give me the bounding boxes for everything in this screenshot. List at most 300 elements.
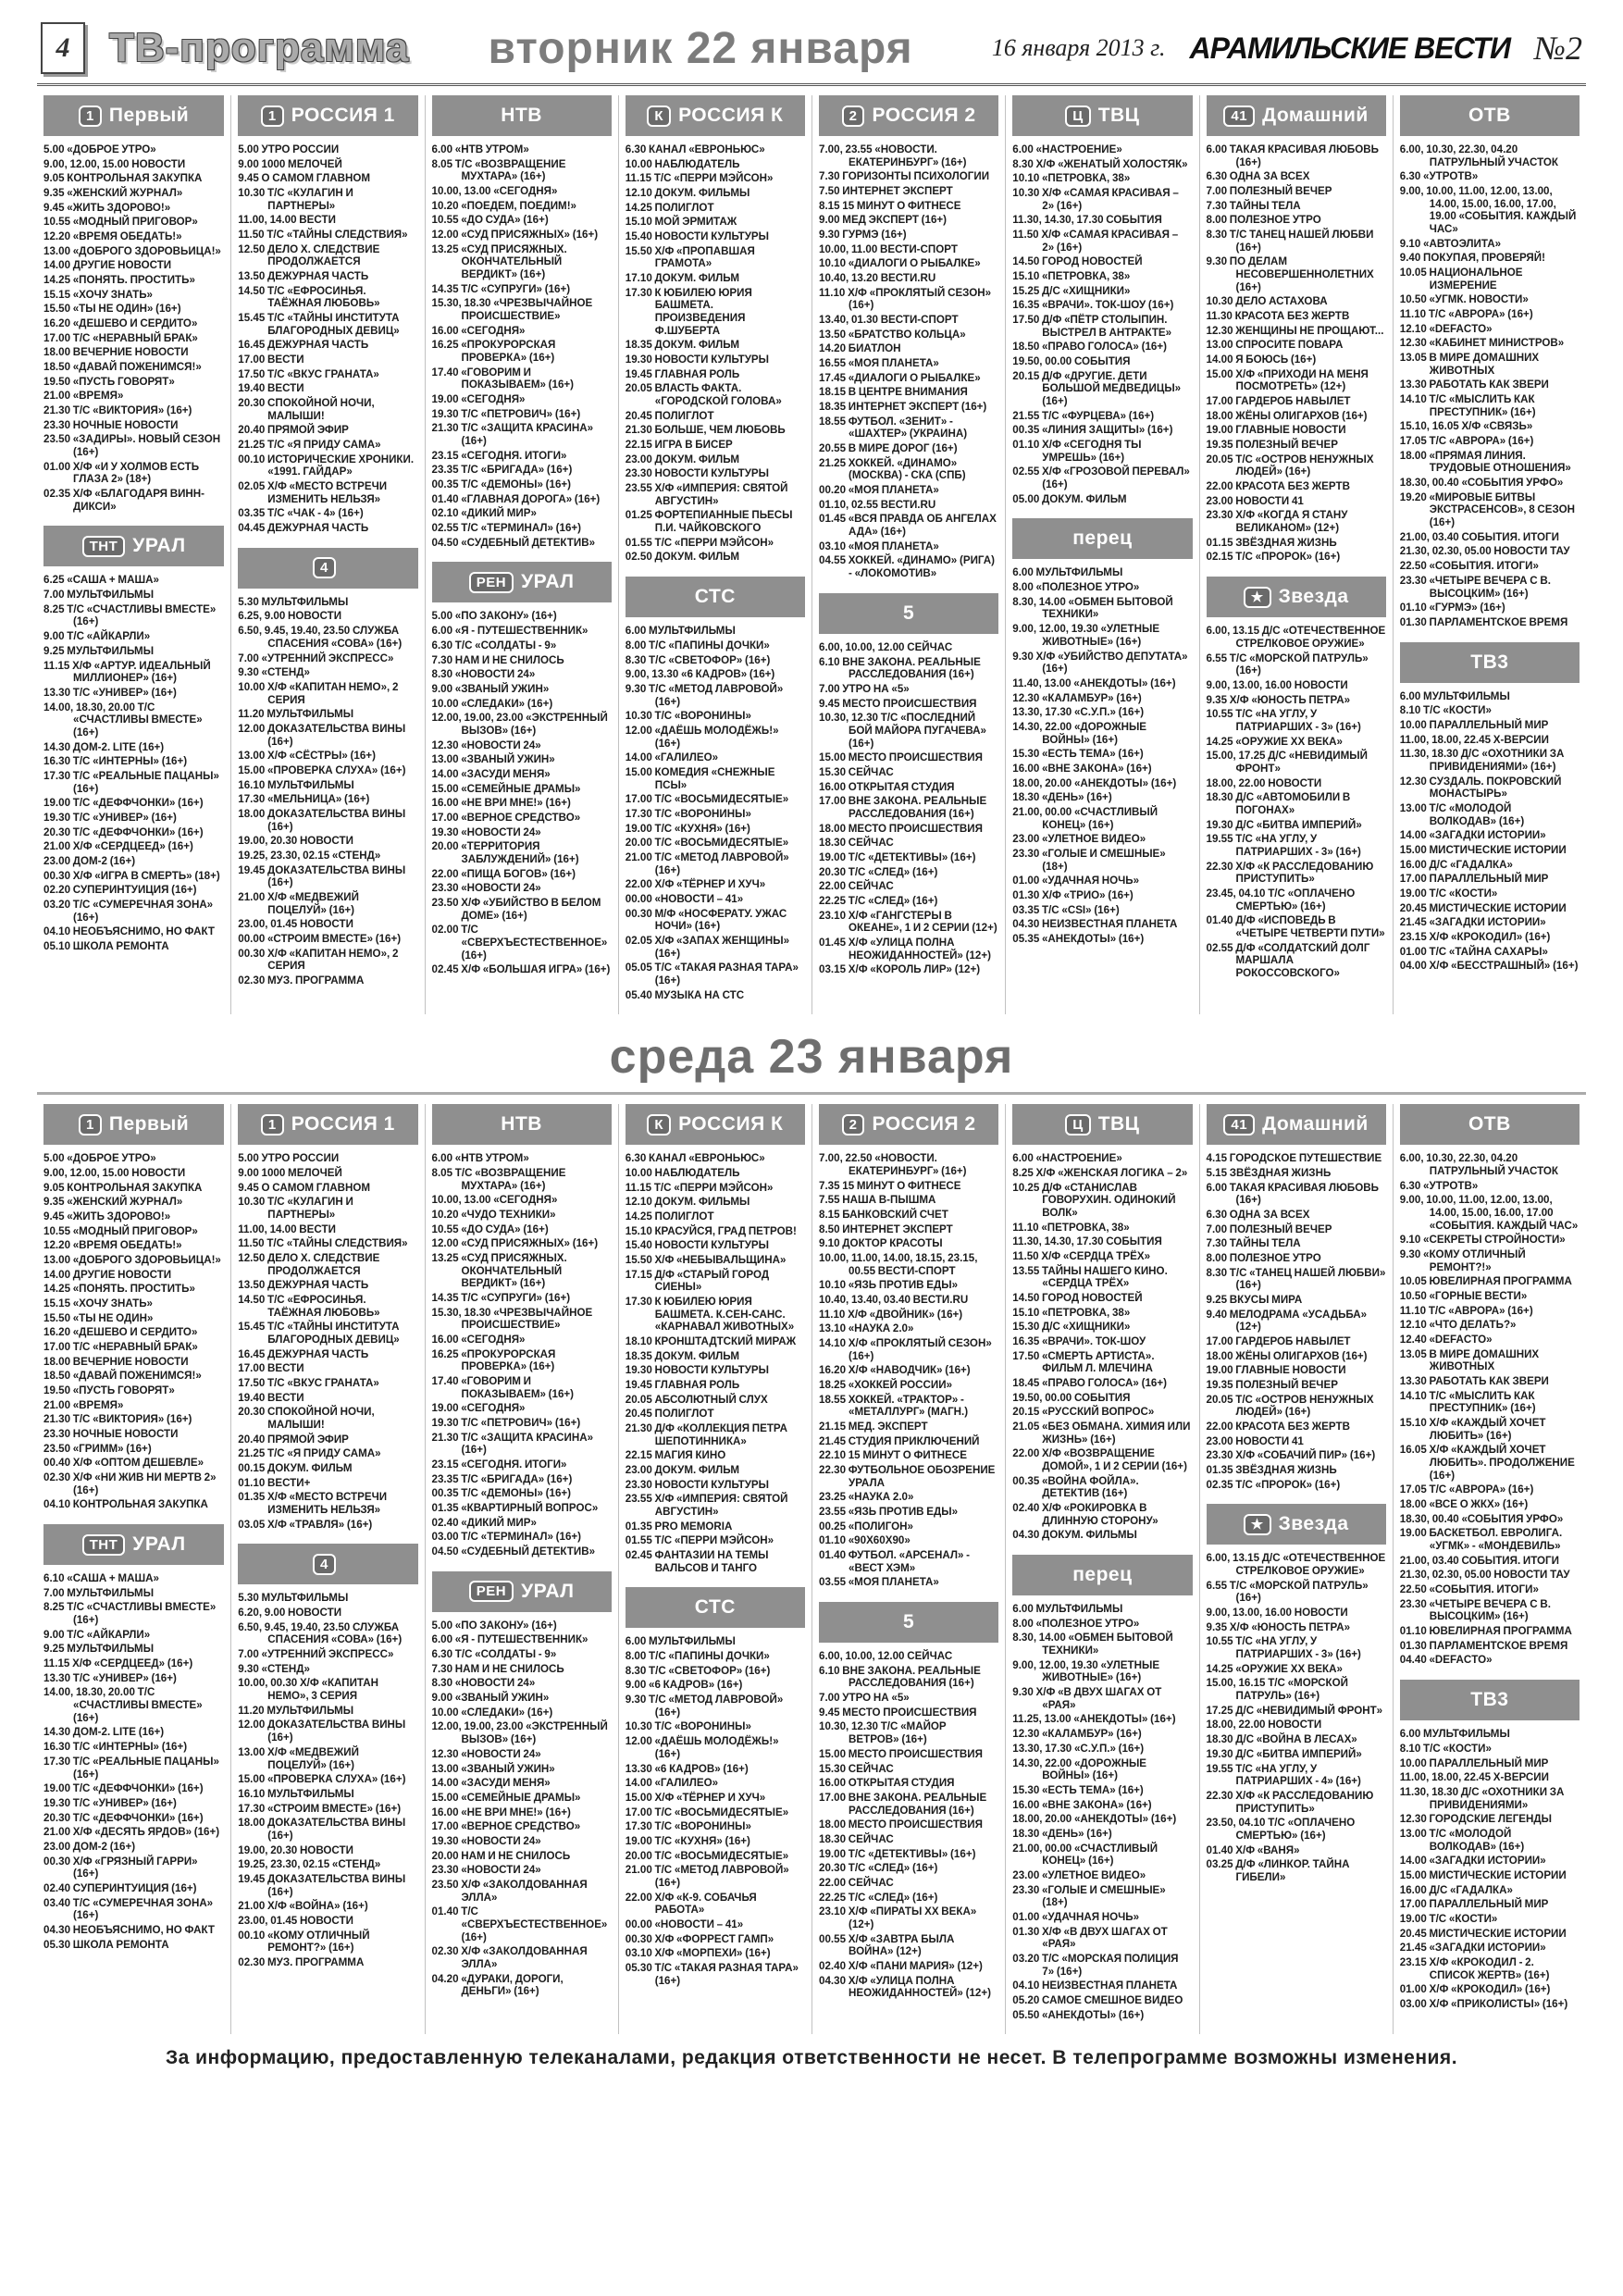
program-line: 01.10, 02.55 ВЕСТИ.RU [819, 498, 936, 511]
program-line: 11.50 Т/С «ТАЙНЫ СЛЕДСТВИЯ» [238, 1237, 408, 1250]
program-line: 23.15 «СЕГОДНЯ. ИТОГИ» [431, 449, 567, 462]
channel-logo: 1 [79, 1114, 102, 1136]
program-line: 18.00 «ВСЕ О ЖКХ» (16+) [1399, 1498, 1529, 1511]
program-line: 10.00 Х/Ф «КАПИТАН НЕМО», 2 СЕРИЯ [238, 680, 399, 706]
program-line: 7.00 УТРО НА «5» [819, 682, 910, 695]
program-line: 19.30 НОВОСТИ КУЛЬТУРЫ [625, 1364, 770, 1377]
program-line: 23.50 Х/Ф «ЗАКОЛДОВАННАЯ ЭЛЛА» [431, 1878, 588, 1904]
program-line: 9.30 «СТЕНД» [238, 1662, 310, 1675]
channel-header [432, 562, 612, 602]
program-line: 15.10 «ПЕТРОВКА, 38» [1012, 1306, 1131, 1319]
program-line: 8.30 Т/С ТАНЕЦ НАШЕЙ ЛЮБВИ (16+) [1206, 229, 1374, 254]
program-line: 15.25 Д/С «ХИЩНИКИ» [1012, 284, 1131, 297]
program-line: 10.00, 11.00, 14.00, 18.15, 23.15, 00.55 ВЕСТИ-СПОРТ [819, 1252, 978, 1277]
channel-column [37, 1104, 230, 2034]
channel-column [1199, 95, 1393, 1014]
channel-block [1207, 577, 1386, 981]
program-line: 20.30 Т/С «ДЕФФЧОНКИ» (16+) [43, 825, 204, 838]
program-line: 7.00 ПОЛЕЗНЫЙ ВЕЧЕР [1206, 1222, 1332, 1235]
program-line: 6.00, 10.00, 12.00 СЕЙЧАС [819, 1650, 953, 1663]
channel-header [238, 1544, 417, 1584]
program-line: 23.45, 04.10 Т/С «ОПЛАЧЕНО СМЕРТЬЮ» (16+) [1206, 887, 1356, 912]
program-list [819, 1650, 998, 2000]
channel-block [819, 1104, 998, 1591]
channel-block [238, 548, 417, 989]
program-line: 00.30 Х/Ф «КАПИТАН НЕМО», 2 СЕРИЯ [238, 947, 399, 973]
channel-block [1012, 95, 1192, 507]
program-line: 12.30 «НОВОСТИ 24» [431, 738, 541, 751]
program-line: 18.00 ЖЁНЫ ОЛИГАРХОВ (16+) [1206, 409, 1368, 422]
program-line: 6.00 МУЛЬТФИЛЬМЫ [1399, 1728, 1510, 1741]
program-line: 22.10 15 МИНУТ О ФИТНЕСЕ [819, 1449, 967, 1462]
program-line: 16.10 МУЛЬТФИЛЬМЫ [238, 1787, 354, 1800]
program-line: 6.00 МУЛЬТФИЛЬМЫ [1012, 566, 1123, 579]
program-line: 23.30 «НОВОСТИ 24» [431, 1864, 541, 1877]
program-line: 22.30 Х/Ф «К РАССЛЕДОВАНИЮ ПРИСТУПИТЬ» [1206, 860, 1374, 886]
program-line: 23.55 Х/Ф «ИМПЕРИЯ: СВЯТОЙ АВГУСТИН» [625, 482, 788, 507]
program-line: 18.50 «ДАВАЙ ПОЖЕНИМСЯ!» [43, 361, 202, 374]
program-line: 20.45 ПОЛИГЛОТ [625, 1408, 714, 1421]
program-line: 11.15 Х/Ф «АРТУР. ИДЕАЛЬНЫЙ МИЛЛИОНЕР» (16+) [43, 659, 211, 685]
program-line: 20.30 Т/С «СЛЕД» (16+) [819, 865, 938, 878]
channel-logo: ★ [1244, 1514, 1271, 1535]
program-line: 18.30 Д/С «ВОЙНА В ЛЕСАХ» [1206, 1733, 1357, 1746]
program-line: 17.25 Д/С «НЕВИДИМЫЙ ФРОНТ» [1206, 1704, 1383, 1717]
program-line: 17.50 Т/С «ВКУС ГРАНАТА» [238, 367, 379, 380]
program-line: 01.00 «УДАЧНАЯ НОЧЬ» [1012, 1910, 1140, 1923]
program-line: 14.20 БИАТЛОН [819, 342, 901, 355]
program-line: 15.10 «ПЕТРОВКА, 38» [1012, 270, 1131, 283]
program-line: 02.35 Х/Ф «БЛАГОДАРЯ ВИНН-ДИКСИ» [43, 488, 205, 513]
program-line: 00.30 Х/Ф «ГРЯЗНЫЙ ГАРРИ» (16+) [43, 1855, 198, 1880]
program-line: 13.00 СПРОСИТЕ ПОВАРА [1206, 339, 1344, 352]
program-line: 15.30, 18.30 «ЧРЕЗВЫЧАЙНОЕ ПРОИСШЕСТВИЕ» [431, 297, 593, 323]
program-line: 10.30, 12.30 Т/С «ПОСЛЕДНИЙ БОЙ МАЙОРА ПУГАЧЕВА» (16+) [819, 712, 986, 750]
program-line: 6.00 ТАКАЯ КРАСИВАЯ ЛЮБОВЬ (16+) [1206, 1181, 1379, 1207]
program-line: 15.45 Т/С «ТАЙНЫ ИНСТИТУТА БЛАГОРОДНЫХ ДЕВИЦ» [238, 312, 400, 337]
channel-header [819, 1104, 998, 1145]
program-line: 11.10 Х/Ф «ДВОЙНИК» (16+) [819, 1308, 963, 1321]
program-line: 6.00 ТАКАЯ КРАСИВАЯ ЛЮБОВЬ (16+) [1206, 143, 1379, 168]
program-line: 22.00 Х/Ф «К-9. СОБАЧЬЯ РАБОТА» [625, 1891, 757, 1917]
program-line: 19.00 Т/С «ДЕТЕКТИВЫ» (16+) [819, 1847, 976, 1860]
program-line: 00.30 М/Ф «НОСФЕРАТУ. УЖАС НОЧИ» (16+) [625, 907, 787, 933]
program-line: 14.25 «ОРУЖИЕ XX ВЕКА» [1206, 1662, 1343, 1675]
channel-column [1393, 1104, 1586, 2034]
program-line: 8.00 Т/С «ПАПИНЫ ДОЧКИ» [625, 639, 770, 652]
program-line: 14.00 «ГАЛИЛЕО» [625, 1777, 719, 1790]
day-1-title: вторник 22 января [488, 23, 913, 73]
program-line: 9.30 «СТЕНД» [238, 666, 310, 679]
channel-block [1207, 95, 1386, 565]
program-line: 8.25 Т/С «СЧАСТЛИВЫ ВМЕСТЕ» (16+) [43, 602, 217, 628]
program-line: 18.15 В ЦЕНТРЕ ВНИМАНИЯ [819, 386, 968, 399]
program-line: 9.00, 13.30 «6 КАДРОВ» (16+) [625, 668, 775, 681]
program-line: 05.20 САМОЕ СМЕШНОЕ ВИДЕО [1012, 1993, 1183, 2006]
program-line: 19.30 Д/С «БИТВА ИМПЕРИЙ» [1206, 818, 1362, 831]
program-list [626, 1635, 805, 1987]
program-line: 13.30, 17.30 «С.У.П.» (16+) [1012, 706, 1145, 719]
program-line: 13.50 «БРАТСТВО КОЛЬЦА» [819, 328, 966, 341]
program-line: 9.45 «ЖИТЬ ЗДОРОВО!» [43, 201, 171, 214]
program-line: 16.20 Х/Ф «НАВОДЧИК» (16+) [819, 1364, 971, 1377]
program-line: 13.00 Т/С «МОЛОДОЙ ВОЛКОДАВ» (16+) [1399, 1827, 1525, 1853]
program-line: 19.30 Т/С «ПЕТРОВИЧ» (16+) [431, 1417, 581, 1430]
program-line: 14.00 «ЗАСУДИ МЕНЯ» [431, 767, 551, 780]
program-line: 02.10 «ДИКИЙ МИР» [431, 507, 537, 520]
program-line: 17.30 Т/С «ВОРОНИНЫ» [625, 1820, 751, 1833]
program-line: 20.00 Т/С «ВОСЬМИДЕСЯТЫЕ» [625, 837, 789, 850]
program-line: 00.35 Т/С «ДЕМОНЫ» (16+) [431, 478, 572, 491]
program-line: 6.00 МУЛЬТФИЛЬМЫ [1399, 689, 1510, 702]
channel-block [432, 562, 612, 977]
program-line: 19.55 Т/С «НА УГЛУ, У ПАТРИАРШИХ - 4» (16+) [1206, 1762, 1361, 1788]
program-line: 15.50 Х/Ф «ПРОПАВШАЯ ГРАМОТА» [625, 244, 755, 270]
program-line: 19.30 Т/С «УНИВЕР» (16+) [43, 811, 177, 824]
channel-block [1400, 95, 1580, 631]
program-line: 19.45 ДОКАЗАТЕЛЬСТВА ВИНЫ (16+) [238, 863, 406, 889]
program-line: 6.10 «САША + МАША» [43, 1572, 159, 1585]
channel-name-label: СТС [694, 1596, 736, 1619]
program-line: 11.30, 18.30 Д/С «ОХОТНИКИ ЗА ПРИВИДЕНИЯМИ» [1399, 1785, 1565, 1811]
program-line: 00.00 «НОВОСТИ – 41» [625, 892, 744, 905]
program-line: 18.00 ДОКАЗАТЕЛЬСТВА ВИНЫ (16+) [238, 807, 406, 833]
program-line: 20.45 МИСТИЧЕСКИЕ ИСТОРИИ [1399, 1927, 1567, 1940]
program-line: 23.30 «ГОЛЫЕ И СМЕШНЫЕ» (18+) [1012, 847, 1166, 873]
program-line: 13.00 «ЗВАНЫЙ УЖИН» [431, 753, 555, 766]
program-line: 19.50 «ПУСТЬ ГОВОРЯТ» [43, 375, 175, 388]
channel-name-label: ТВ3 [1470, 1689, 1509, 1711]
program-line: 17.30 «МЕЛЬНИЦА» (16+) [238, 793, 370, 806]
channel-name-label: Звезда [1278, 1513, 1349, 1535]
program-line: 13.30 «6 КАДРОВ» (16+) [625, 1762, 749, 1775]
program-line: 17.30 «СТРОИМ ВМЕСТЕ» (16+) [238, 1802, 402, 1815]
program-line: 04.30 Х/Ф «УЛИЦА ПОЛНА НЕОЖИДАННОСТЕЙ» (12+) [819, 1974, 991, 2000]
program-line: 20.55 В МИРЕ ДОРОГ (16+) [819, 442, 958, 455]
program-line: 14.00 «ГАЛИЛЕО» [625, 751, 719, 764]
program-line: 15.45 Т/С «ТАЙНЫ ИНСТИТУТА БЛАГОРОДНЫХ ДЕВИЦ» [238, 1321, 400, 1347]
program-line: 13.50 ДЕЖУРНАЯ ЧАСТЬ [238, 270, 369, 283]
channel-logo: РЕН [469, 1581, 514, 1602]
program-line: 15.00 МИСТИЧЕСКИЕ ИСТОРИИ [1399, 843, 1567, 856]
program-line: 17.00 ГАРДЕРОБ НАВЫЛЕТ [1206, 395, 1351, 408]
program-line: 14.30, 22.00 «ДОРОЖНЫЕ ВОЙНЫ» (16+) [1012, 720, 1147, 746]
program-line: 15.30 СЕЙЧАС [819, 765, 894, 778]
disclaimer-note: За информацию, предоставленную телеканалами, редакция ответственности не несет. В телепрограмме возможны изменения. [165, 2047, 1458, 2069]
program-line: 9.00, 12.00, 15.00 НОВОСТИ [43, 1166, 186, 1179]
program-line: 22.00 Х/Ф «ТЁРНЕР И ХУЧ» [625, 878, 766, 891]
program-line: 19.30 «НОВОСТИ 24» [431, 825, 541, 838]
program-line: 23.30 «ЧЕТЫРЕ ВЕЧЕРА С В. ВЫСОЦКИМ» (16+) [1399, 574, 1551, 600]
program-line: 14.50 Т/С «ЕФРОСИНЬЯ. ТАЁЖНАЯ ЛЮБОВЬ» [238, 284, 380, 310]
channel-header [1207, 577, 1386, 617]
program-line: 03.25 Д/Ф «ЛИНКОР. ТАЙНА ГИБЕЛИ» [1206, 1858, 1350, 1883]
program-line: 12.10 «DEFACTO» [1399, 322, 1493, 335]
channel-column [1005, 1104, 1198, 2034]
program-line: 9.30 Х/Ф «УБИЙСТВО ДЕПУТАТА» (16+) [1012, 650, 1188, 676]
program-line: 8.00 Т/С «ПАПИНЫ ДОЧКИ» [625, 1650, 770, 1663]
program-line: 03.20 Т/С «МОРСКАЯ ПОЛИЦИЯ 7» (16+) [1012, 1952, 1179, 1978]
program-list [238, 596, 417, 987]
program-line: 18.25 «ХОККЕЙ РОССИИ» [819, 1379, 953, 1392]
program-line: 5.00 «ДОБРОЕ УТРО» [43, 143, 156, 155]
channel-name-label: ТВЦ [1097, 105, 1140, 126]
program-line: 00.00 «НОВОСТИ – 41» [625, 1917, 744, 1930]
program-line: 14.50 ГОРОД НОВОСТЕЙ [1012, 255, 1143, 268]
program-list [432, 1620, 612, 1998]
program-line: 11.00, 18.00, 22.45 Х-ВЕРСИИ [1399, 1771, 1549, 1784]
channel-block [626, 577, 805, 1003]
program-line: 02.30 Х/Ф «ЗАКОЛДОВАННАЯ ЭЛЛА» [431, 1945, 588, 1970]
program-line: 18.35 ИНТЕРНЕТ ЭКСПЕРТ (16+) [819, 401, 987, 414]
program-line: 6.00, 13.15 Д/С «ОТЕЧЕСТВЕННОЕ СТРЕЛКОВОЕ ОРУЖИЕ» [1206, 1552, 1386, 1578]
program-list [819, 641, 998, 976]
channel-header [819, 95, 998, 136]
program-line: 9.10 ДОКТОР КРАСОТЫ [819, 1237, 943, 1250]
program-line: 5.30 МУЛЬТФИЛЬМЫ [238, 1592, 349, 1605]
program-list [43, 143, 224, 513]
program-list [626, 625, 805, 1001]
program-line: 12.10 «ЧТО ДЕЛАТЬ?» [1399, 1319, 1517, 1332]
channel-header [626, 577, 805, 617]
program-line: 18.30 «ДЕНЬ» (16+) [1012, 791, 1112, 804]
program-line: 22.00 КРАСОТА БЕЗ ЖЕРТВ [1206, 480, 1350, 493]
program-line: 9.10 «СЕКРЕТЫ СТРОЙНОСТИ» [1399, 1234, 1566, 1247]
program-line: 14.30 ДОМ-2. LITE (16+) [43, 740, 165, 753]
program-line: 9.30 «КОМУ ОТЛИЧНЫЙ РЕМОНТ?!» [1399, 1248, 1526, 1273]
program-line: 14.25 ПОЛИГЛОТ [625, 1210, 714, 1222]
program-line: 10.25 Д/Ф «СТАНИСЛАВ ГОВОРУХИН. ОДИНОКИЙ ВОЛК» [1012, 1181, 1176, 1219]
program-line: 9.00 Т/С «АЙКАРЛИ» [43, 630, 151, 643]
program-line: 8.00 ПОЛЕЗНОЕ УТРО [1206, 214, 1321, 227]
program-line: 03.15 Х/Ф «КОРОЛЬ ЛИР» (12+) [819, 963, 981, 976]
program-line: 8.30 «НОВОСТИ 24» [431, 1677, 536, 1690]
program-line: 16.00 «НЕ ВРИ МНЕ!» (16+) [431, 1806, 571, 1818]
program-line: 04.50 «СУДЕБНЫЙ ДЕТЕКТИВ» [431, 536, 596, 549]
program-line: 04.20 «ДУРАКИ, ДОРОГИ, ДЕНЬГИ» (16+) [431, 1972, 564, 1998]
program-line: 14.00, 18.30, 20.00 Т/С «СЧАСТЛИВЫ ВМЕСТЕ» (16+) [43, 1686, 203, 1724]
program-line: 10.55 Т/С «НА УГЛУ, У ПАТРИАРШИХ - 3» (16+) [1206, 1635, 1361, 1661]
program-line: 9.00 Т/С «АЙКАРЛИ» [43, 1628, 151, 1641]
program-list [238, 143, 417, 535]
program-line: 00.55 Х/Ф «ЗАВТРА БЫЛА ВОЙНА» (12+) [819, 1932, 955, 1958]
program-line: 21.00 Т/С «МЕТОД ЛАВРОВОЙ» (16+) [625, 850, 789, 876]
program-line: 16.00 «ВНЕ ЗАКОНА» (16+) [1012, 1798, 1152, 1811]
program-line: 9.10 «АВТОЭЛИТА» [1399, 237, 1502, 250]
channel-header [43, 1104, 224, 1145]
program-line: 11.50 Т/С «ТАЙНЫ СЛЕДСТВИЯ» [238, 229, 408, 242]
program-line: 20.05 Т/С «ОСТРОВ НЕНУЖНЫХ ЛЮДЕЙ» (16+) [1206, 1393, 1374, 1419]
program-line: 18.50 «ПРАВО ГОЛОСА» (16+) [1012, 341, 1167, 354]
channel-column [37, 95, 230, 1014]
program-line: 8.15 БАНКОВСКИЙ СЧЕТ [819, 1208, 948, 1221]
program-line: 21.00 Х/Ф «ДЕСЯТЬ ЯРДОВ» (16+) [43, 1826, 220, 1839]
program-line: 05.10 ШКОЛА РЕМОНТА [43, 939, 169, 952]
program-line: 21.25 Т/С «Я ПРИДУ САМА» [238, 439, 381, 452]
program-line: 01.10 ВЕСТИ+ [238, 1476, 311, 1489]
program-line: 01.30 Х/Ф «В ДВУХ ШАГАХ ОТ «РАЯ» [1012, 1925, 1168, 1951]
program-line: 14.35 Т/С «СУПРУГИ» (16+) [431, 282, 571, 295]
program-line: 6.20, 9.00 НОВОСТИ [238, 1607, 342, 1620]
program-line: 6.00, 10.30, 22.30, 04.20 ПАТРУЛЬНЫЙ УЧАСТОК [1399, 1152, 1558, 1177]
program-line: 19.30 Т/С «УНИВЕР» (16+) [43, 1796, 177, 1809]
program-line: 12.30 ЖЕНЩИНЫ НЕ ПРОЩАЮТ... [1206, 324, 1384, 337]
program-line: 04.50 «СУДЕБНЫЙ ДЕТЕКТИВ» [431, 1545, 596, 1558]
program-line: 11.10 Т/С «АВРОРА» (16+) [1399, 1304, 1533, 1317]
program-line: 22.30 Х/Ф «К РАССЛЕДОВАНИЮ ПРИСТУПИТЬ» [1206, 1789, 1374, 1815]
program-line: 8.00 «ПОЛЕЗНОЕ УТРО» [1012, 1617, 1140, 1630]
channel-header [1207, 1104, 1386, 1145]
program-line: 12.50 ДЕЛО Х. СЛЕДСТВИЕ ПРОДОЛЖАЕТСЯ [238, 1252, 380, 1277]
program-line: 17.00 Т/С «НЕРАВНЫЙ БРАК» [43, 1341, 198, 1354]
program-line: 14.50 ГОРОД НОВОСТЕЙ [1012, 1292, 1143, 1305]
issue-number: №2 [1534, 30, 1582, 67]
program-line: 19.00 БАСКЕТБОЛ. ЕВРОЛИГА. «УГМК» - «МОНДЕВИЛЬ» [1399, 1527, 1563, 1553]
program-line: 23.25 «НАУКА 2.0» [819, 1491, 914, 1504]
program-line: 5.00 «ПО ЗАКОНУ» (16+) [431, 610, 557, 623]
program-line: 6.00 «НТВ УТРОМ» [431, 143, 529, 155]
program-line: 12.30 ГОРОДСКИЕ ЛЕГЕНДЫ [1399, 1813, 1553, 1826]
program-line: 21.00 Х/Ф «ВОЙНА» (16+) [238, 1900, 368, 1913]
channel-block [1012, 518, 1192, 947]
program-line: 22.50 «СОБЫТИЯ. ИТОГИ» [1399, 560, 1539, 573]
program-line: 8.30, 14.00 «ОБМЕН БЫТОВОЙ ТЕХНИКИ» [1012, 1632, 1173, 1657]
program-list [1207, 1152, 1386, 1491]
program-line: 20.00 Т/С «ВОСЬМИДЕСЯТЫЕ» [625, 1849, 789, 1862]
program-line: 05.35 «АНЕКДОТЫ» (16+) [1012, 932, 1145, 945]
program-line: 21.30 Т/С «ВИКТОРИЯ» (16+) [43, 404, 192, 417]
program-line: 5.15 ЗВЁЗДНАЯ ЖИЗНЬ [1206, 1166, 1332, 1179]
program-line: 14.00, 18.30, 20.00 Т/С «СЧАСТЛИВЫ ВМЕСТЕ» (16+) [43, 701, 203, 738]
program-line: 02.30 Х/Ф «НИ ЖИВ НИ МЕРТВ 2» (16+) [43, 1471, 217, 1496]
program-line: 15.00, 17.25 Д/С «НЕВИДИМЫЙ ФРОНТ» [1206, 750, 1368, 775]
channel-name-label: Звезда [1278, 586, 1349, 608]
program-line: 19.35 ПОЛЕЗНЫЙ ВЕЧЕР [1206, 439, 1338, 452]
program-line: 12.00, 19.00, 23.00 «ЭКСТРЕННЫЙ ВЫЗОВ» (16+) [431, 712, 608, 737]
program-line: 12.40 «DEFACTO» [1399, 1334, 1493, 1347]
channel-header [432, 1571, 612, 1612]
program-line: 16.00 «СЕГОДНЯ» [431, 324, 526, 337]
channel-name-label: РОССИЯ К [678, 1113, 784, 1136]
program-line: 11.30, 18.30 Д/С «ОХОТНИКИ ЗА ПРИВИДЕНИЯМИ» (16+) [1399, 748, 1565, 773]
program-line: 6.30 Т/С «СОЛДАТЫ - 9» [431, 639, 557, 652]
channel-block [238, 1544, 417, 1970]
program-line: 7.30 НАМ И НЕ СНИЛОСЬ [431, 1662, 564, 1675]
program-line: 21.00 «ВРЕМЯ» [43, 1398, 124, 1411]
program-line: 21.30 Т/С «ЗАЩИТА КРАСИНА» (16+) [431, 1431, 594, 1457]
program-line: 6.30 КАНАЛ «ЕВРОНЬЮС» [625, 143, 765, 155]
program-line: 17.00 ВНЕ ЗАКОНА. РЕАЛЬНЫЕ РАССЛЕДОВАНИЯ (16+) [819, 795, 987, 820]
channel-block [432, 1571, 612, 2000]
program-line: 15.00 «ПРОВЕРКА СЛУХА» (16+) [238, 763, 406, 776]
program-line: 9.30 Т/С «МЕТОД ЛАВРОВОЙ» (16+) [625, 682, 784, 708]
program-line: 18.35 ДОКУМ. ФИЛЬМ [625, 1349, 740, 1362]
program-line: 20.15 «РУССКИЙ ВОПРОС» [1012, 1406, 1155, 1419]
channel-header [626, 1104, 805, 1145]
program-line: 15.00 Х/Ф «ТЁРНЕР И ХУЧ» [625, 1791, 766, 1804]
program-line: 6.30 «УТРОТВ» [1399, 170, 1479, 183]
program-line: 23.30 НОВОСТИ КУЛЬТУРЫ [625, 1478, 770, 1491]
program-list [819, 143, 998, 580]
program-list [43, 1572, 224, 1951]
program-line: 15.10 Х/Ф «КАЖДЫЙ ХОЧЕТ ЛЮБИТЬ» (16+) [1399, 1417, 1546, 1442]
program-line: 18.00 МЕСТО ПРОИСШЕСТВИЯ [819, 822, 983, 835]
program-line: 6.00 МУЛЬТФИЛЬМЫ [625, 625, 736, 638]
program-line: 6.30 Т/С «СОЛДАТЫ - 9» [431, 1648, 557, 1661]
program-line: 10.00 НАБЛЮДАТЕЛЬ [625, 1166, 740, 1179]
channel-column [1005, 95, 1198, 1014]
program-line: 7.00 УТРО НА «5» [819, 1692, 910, 1705]
program-line: 18.30 «ДЕНЬ» (16+) [1012, 1827, 1112, 1840]
program-line: 01.10 ЮВЕЛИРНАЯ ПРОГРАММА [1399, 1625, 1572, 1638]
program-line: 21.30 Т/С «ЗАЩИТА КРАСИНА» (16+) [431, 422, 594, 448]
program-line: 16.25 «ПРОКУРОРСКАЯ ПРОВЕРКА» (16+) [431, 339, 556, 365]
program-line: 5.30 МУЛЬТФИЛЬМЫ [238, 595, 349, 608]
channel-column [230, 1104, 424, 2034]
program-line: 01.10 Х/Ф «СЕГОДНЯ ТЫ УМРЕШЬ» (16+) [1012, 439, 1142, 464]
program-line: 15.15 «ХОЧУ ЗНАТЬ» [43, 288, 154, 301]
program-line: 05.30 ШКОЛА РЕМОНТА [43, 1938, 169, 1951]
program-line: 12.20 «ВРЕМЯ ОБЕДАТЬ!» [43, 230, 182, 243]
program-line: 01.55 Т/С «ПЕРРИ МЭЙСОН» [625, 536, 774, 549]
program-line: 19.35 ПОЛЕЗНЫЙ ВЕЧЕР [1206, 1379, 1338, 1392]
program-line: 15.00 Х/Ф «ПРИХОДИ НА МЕНЯ ПОСМОТРЕТЬ» (12+) [1206, 367, 1369, 393]
program-line: 16.45 ДЕЖУРНАЯ ЧАСТЬ [238, 339, 369, 352]
program-line: 15.30 «ЕСТЬ ТЕМА» (16+) [1012, 748, 1144, 761]
channel-header [43, 95, 224, 136]
channel-name-label: РОССИЯ 1 [291, 105, 395, 126]
program-line: 00.35 Т/С «ДЕМОНЫ» (16+) [431, 1487, 572, 1500]
program-line: 6.00 «НАСТРОЕНИЕ» [1012, 1152, 1122, 1165]
program-line: 01.35 PRO MEMORIA [625, 1520, 733, 1533]
program-line: 23.30 «ЧЕТЫРЕ ВЕЧЕРА С В. ВЫСОЦКИМ» (16+) [1399, 1597, 1551, 1623]
program-line: 02.40 СУПЕРИНТУИЦИЯ (16+) [43, 1881, 197, 1894]
program-line: 13.00 Т/С «МОЛОДОЙ ВОЛКОДАВ» (16+) [1399, 801, 1525, 827]
program-line: 17.00 ВНЕ ЗАКОНА. РЕАЛЬНЫЕ РАССЛЕДОВАНИЯ (16+) [819, 1791, 987, 1817]
program-line: 00.00 «СТРОИМ ВМЕСТЕ» (16+) [238, 932, 402, 945]
program-line: 16.05 Х/Ф «КАЖДЫЙ ХОЧЕТ ЛЮБИТЬ». ПРОДОЛЖЕНИЕ (16+) [1399, 1444, 1575, 1482]
program-line: 18.00 МЕСТО ПРОИСШЕСТВИЯ [819, 1818, 983, 1831]
program-line: 00.25 «ПОЛИГОН» [819, 1520, 913, 1533]
program-line: 22.25 Т/С «СЛЕД» (16+) [819, 1891, 938, 1904]
channel-logo: РЕН [469, 572, 514, 593]
channel-header [819, 1602, 998, 1643]
channel-logo: К [647, 105, 671, 127]
channel-column [618, 95, 812, 1014]
program-line: 19.00 «СЕГОДНЯ» [431, 393, 526, 406]
program-list [432, 610, 612, 975]
program-line: 16.00 ОТКРЫТАЯ СТУДИЯ [819, 780, 955, 793]
program-line: 19.30 НОВОСТИ КУЛЬТУРЫ [625, 354, 770, 366]
program-line: 21.30 БОЛЬШЕ, ЧЕМ ЛЮБОВЬ [625, 424, 786, 437]
program-line: 20.30 Т/С «СЛЕД» (16+) [819, 1862, 938, 1875]
program-line: 23.00 ДОКУМ. ФИЛЬМ [625, 1464, 740, 1477]
program-line: 19.00 Т/С «КОСТИ» [1399, 887, 1498, 900]
channel-name-label: Домашний [1262, 105, 1369, 126]
program-line: 17.00 «ВЕРНОЕ СРЕДСТВО» [431, 811, 581, 824]
channel-header [1400, 642, 1580, 683]
channel-logo: 4 [313, 557, 336, 578]
program-line: 6.55 Т/С «МОРСКОЙ ПАТРУЛЬ» (16+) [1206, 652, 1369, 677]
channel-block [1400, 1104, 1580, 1669]
program-line: 16.30 Т/С «ИНТЕРНЫ» (16+) [43, 755, 188, 768]
program-line: 03.10 «МОЯ ПЛАНЕТА» [819, 540, 939, 552]
program-line: 16.00 ОТКРЫТАЯ СТУДИЯ [819, 1777, 955, 1790]
channel-header [1012, 1104, 1192, 1145]
program-line: 01.10 «ГУРМЭ» (16+) [1399, 602, 1505, 614]
program-line: 10.55 «ДО СУДА» (16+) [431, 214, 549, 227]
program-line: 15.10 КРАСУЙСЯ, ГРАД ПЕТРОВ! [625, 1224, 797, 1237]
